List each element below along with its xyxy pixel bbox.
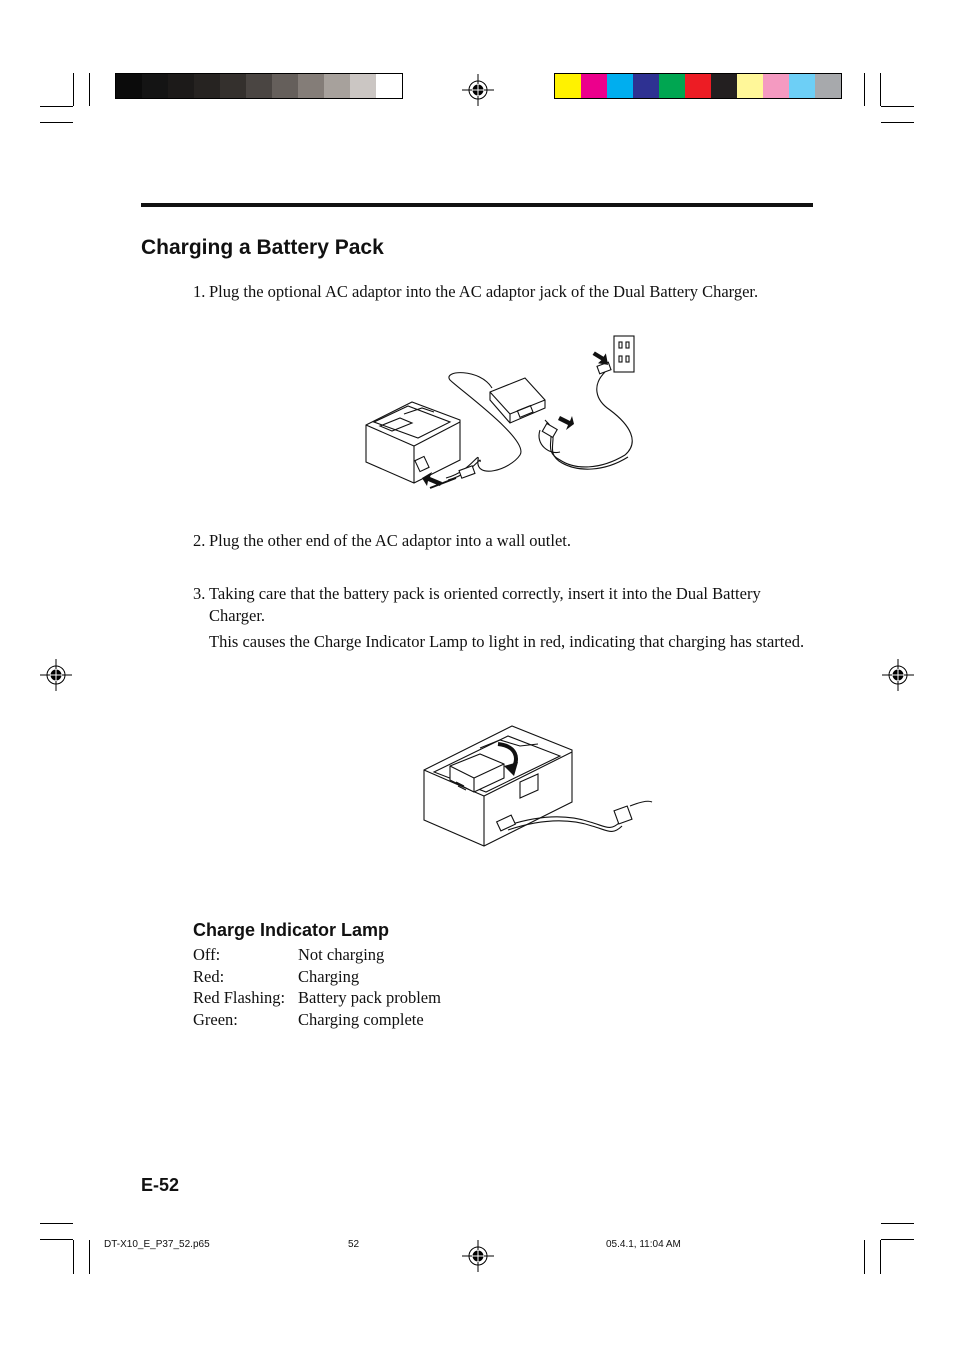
lamp-state: Green:: [193, 1009, 238, 1029]
registration-mark-icon: [40, 659, 72, 691]
crop-mark: [881, 1239, 914, 1240]
color-swatch: [555, 74, 581, 98]
ac-adaptor-connection-illustration: [360, 330, 640, 515]
lamp-row: [193, 944, 441, 966]
crop-mark: [89, 73, 90, 106]
grayscale-color-bar: [115, 73, 403, 99]
step-number: 2.: [193, 531, 206, 550]
color-swatch: [116, 74, 142, 98]
crop-mark: [881, 122, 914, 123]
step-number: 3.: [193, 584, 206, 603]
color-swatch: [168, 74, 194, 98]
lamp-meaning: Charging: [298, 966, 360, 986]
color-swatch: [685, 74, 711, 98]
lamp-state: Red:: [193, 966, 225, 986]
step-text: Plug the optional AC adaptor into the AC adaptor jack of the Dual Battery Charger.: [209, 282, 759, 301]
color-swatch: [711, 74, 737, 98]
step-2: [193, 530, 813, 556]
charge-indicator-heading: Charge Indicator Lamp: [193, 920, 390, 940]
color-swatch: [737, 74, 763, 98]
crop-mark: [40, 106, 73, 107]
color-swatch: [350, 74, 376, 98]
color-swatch: [815, 74, 841, 98]
lamp-state: Red Flashing:: [193, 988, 286, 1007]
lamp-row: [193, 1009, 441, 1031]
crop-mark: [864, 73, 865, 106]
crop-mark: [881, 1223, 914, 1224]
crop-mark: [880, 1240, 881, 1274]
lamp-meaning: Battery pack problem: [298, 988, 441, 1007]
color-swatch: [272, 74, 298, 98]
color-swatch: [220, 74, 246, 98]
registration-mark-icon: [882, 659, 914, 691]
step-text: Plug the other end of the AC adaptor into a wall outlet.: [209, 531, 572, 550]
crop-mark: [40, 122, 73, 123]
color-swatch: [376, 74, 402, 98]
charge-indicator-table: [193, 944, 441, 1030]
color-swatch: [659, 74, 685, 98]
crop-mark: [864, 1240, 865, 1274]
lamp-row: [193, 987, 441, 1009]
lamp-meaning: Charging complete: [298, 1009, 424, 1029]
lamp-meaning: Not charging: [298, 945, 385, 964]
color-swatch: [246, 74, 272, 98]
footer-file: DT-X10_E_P37_52.p65: [104, 1239, 210, 1250]
color-swatch: [789, 74, 815, 98]
section-title: Charging a Battery Pack: [141, 236, 384, 259]
step-text: This causes the Charge Indicator Lamp to light in red, indicating that charging has started.: [209, 632, 805, 651]
crop-mark: [73, 73, 74, 106]
color-swatch: [298, 74, 324, 98]
color-swatch: [324, 74, 350, 98]
step-3: [193, 583, 813, 657]
page-number: E-52: [141, 1175, 180, 1195]
step-1: [193, 281, 813, 307]
color-swatch: [763, 74, 789, 98]
color-swatch: [607, 74, 633, 98]
crop-mark: [880, 73, 881, 106]
step-text: Taking care that the battery pack is oriented correctly, insert it into the Dual Battery Charger.: [209, 584, 761, 625]
crop-mark: [89, 1240, 90, 1274]
lamp-state: Off:: [193, 945, 221, 964]
color-swatch: [581, 74, 607, 98]
process-color-bar: [554, 73, 842, 99]
registration-mark-icon: [462, 1240, 494, 1272]
color-swatch: [633, 74, 659, 98]
lamp-row: [193, 966, 441, 988]
battery-insertion-illustration: [420, 722, 655, 852]
section-rule: [141, 203, 813, 207]
footer-timestamp: 05.4.1, 11:04 AM: [606, 1239, 681, 1250]
footer-page: 52: [348, 1239, 360, 1250]
crop-mark: [73, 1240, 74, 1274]
color-swatch: [142, 74, 168, 98]
crop-mark: [881, 106, 914, 107]
registration-mark-icon: [462, 74, 494, 106]
crop-mark: [40, 1223, 73, 1224]
step-number: 1.: [193, 282, 206, 301]
crop-mark: [40, 1239, 73, 1240]
color-swatch: [194, 74, 220, 98]
